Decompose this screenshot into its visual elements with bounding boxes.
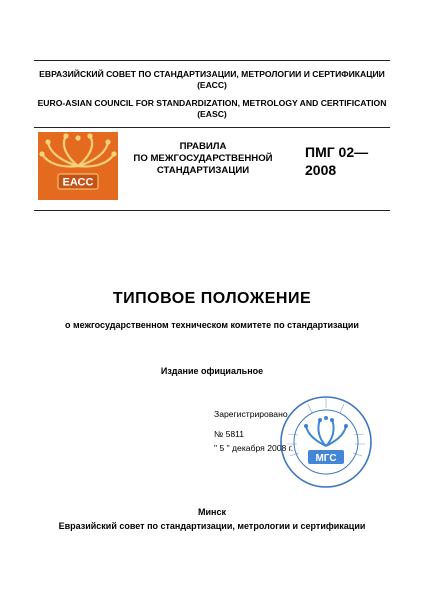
council-name-en: EURO-ASIAN COUNCIL FOR STANDARDIZATION, METROLOGY AND CERTIFICATION (EASC): [37, 98, 387, 119]
document-title: ТИПОВОЕ ПОЛОЖЕНИЕ: [112, 290, 312, 307]
registration-date: " 5 " декабря 2008 г.: [214, 443, 294, 453]
document-subtitle: о межгосударственном техническом комитете по стандартизации: [65, 320, 359, 330]
svg-text:ЕАСС: ЕАСС: [62, 176, 94, 189]
easc-emblem-icon: [30, 130, 126, 202]
registration-number: № 5811: [214, 429, 245, 439]
publication-city: Минск: [198, 507, 226, 517]
document-code: ПМГ 02— 2008: [305, 144, 369, 178]
council-name-ru: ЕВРАЗИЙСКИЙ СОВЕТ ПО СТАНДАРТИЗАЦИИ, МЕТРОЛОГИИ И СЕРТИФИКАЦИИ (ЕАСС): [39, 69, 385, 90]
top-rule: [34, 60, 390, 61]
registration-label: Зарегистрировано: [214, 409, 288, 419]
title-block-rule: [34, 210, 390, 211]
svg-text:МГС: МГС: [315, 453, 337, 464]
publisher-name: Евразийский совет по стандартизации, метрологии и сертификации: [58, 521, 366, 531]
edition-note: Издание официальное: [160, 366, 264, 376]
mgs-stamp-icon: [278, 394, 374, 490]
rules-title: ПРАВИЛА ПО МЕЖГОСУДАРСТВЕННОЙ СТАНДАРТИЗАЦИИ: [133, 141, 273, 176]
header-rule: [34, 127, 390, 128]
